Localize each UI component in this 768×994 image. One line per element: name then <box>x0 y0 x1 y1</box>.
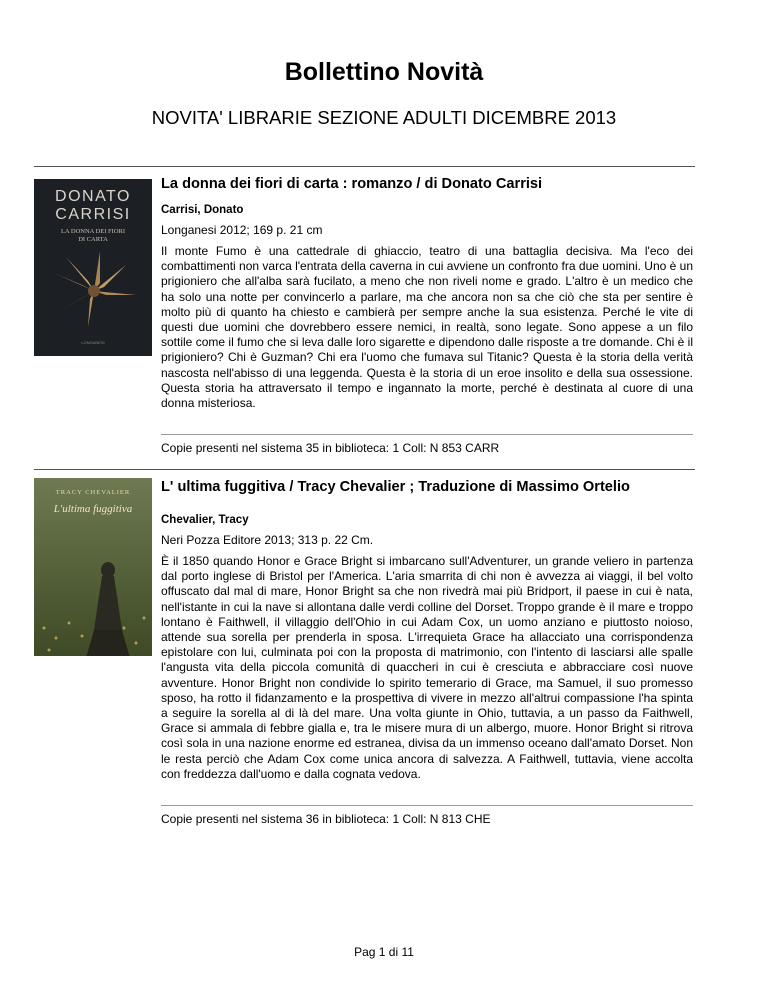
cover-author-line2: CARRISI <box>55 206 131 223</box>
book-entry <box>34 469 697 839</box>
book-author: Chevalier, Tracy <box>161 514 249 526</box>
cover-title-line1: LA DONNA DEI FIORI <box>60 228 126 235</box>
book-publication: Longanesi 2012; 169 p. 21 cm <box>161 223 323 237</box>
cover-author-line1: DONATO <box>55 188 131 205</box>
book-abstract: È il 1850 quando Honor e Grace Bright si imbarcano sull'Adventurer, un grande veliero in partenza dal porto inglese di Bristol per l'America. L'aria smarrita di chi non è avvezza ai viaggi, il bel volto offuscato dal mal di mare, Honor Bright sa che non rivedrà mai più Bridport, il paese in cui è nata, nell'istante in cui la nave si allontana dalle verdi colline del Dorset. Troppo grande è il mare e troppo lontano è Faithwell, il villaggio dell'Ohio in cui Adam Cox, un uomo anziano e piuttosto noioso, attende sua sorella per prenderla in sposa. L'irrequieta Grace ha allacciato una corrispondenza epistolare con lui, culminata poi con la proposta di matrimonio, con l'intento di lasciarsi alle spalle l'angusta vita della piccola comunità di quaccheri in cui è cresciuta e abbracciare così nuove avventure. Honor Bright non condivide lo spirito temerario di Grace, ma Samuel, il suo promesso sposo, ha rotto il fidanzamento e la prospettiva di vivere in mezzo all'altrui compassione l'ha spinta a seguire la sorella al di là del mare. Una volta giunte in Ohio, tuttavia, a un passo da Faithwell, Grace si ammala di febbre gialla e, tra le misere mura di un albergo, muore. Honor Bright si ritrova così sola in una nazione enorme ed estranea, divisa da un immenso oceano dall'amato Dorset. Non le resta perciò che Adam Cox come unica ancora di salvezza. A Faithwell, tuttavia, viene accolta con freddezza dall'uomo e dalla cognata vedova. <box>161 554 693 781</box>
svg-text:LONGANESI: LONGANESI <box>81 340 105 345</box>
cover-title-line2: DI CARTA <box>78 236 108 243</box>
book-entry <box>34 166 697 456</box>
divider <box>34 166 695 167</box>
book-cover-image[interactable] <box>34 478 152 656</box>
divider <box>34 469 695 470</box>
book-copies: Copie presenti nel sistema 35 in biblioteca: 1 Coll: N 853 CARR <box>161 441 500 456</box>
book-copies: Copie presenti nel sistema 36 in biblioteca: 1 Coll: N 813 CHE <box>161 812 491 827</box>
page-number: Pag 1 di 11 <box>354 945 414 959</box>
book-abstract: Il monte Fumo è una cattedrale di ghiaccio, teatro di una battaglia decisiva. Ma l'eco dei combattimenti non varca l'entrata della caverna in cui avviene un confronto fra due uomini. Uno è un prigioniero che all'alba sarà fucilato, a meno che non riveli nome e grado. L'altro è un medico che ha solo una notte per convincerlo a parlare, ma che ancora non sa che ciò che sta per sentire è molto più di quanto ha chiesto e cambierà per sempre anche la sua esistenza. Perché le vite di questi due uomini che dovrebbero essere nemici, in realtà, sono legate. Sono appese a un filo sottile come il fumo che si leva dalle loro sigarette e dipendono dalle risposte a tre domande. Chi è il prigioniero? Chi è Guzman? Chi era l'uomo che fumava sul Titanic? Questa è la storia della verità nascosta nell'abisso di una leggenda. Questa è la storia di un eroe insolito e della sua ossessione. Questa storia ha attraversato il tempo e ingannato la morte, perché è destinata al cuore di una donna misteriosa. <box>161 244 693 411</box>
cover-title: L'ultima fuggitiva <box>53 503 133 515</box>
book-title[interactable]: La donna dei fiori di carta : romanzo / di Donato Carrisi <box>161 176 543 192</box>
divider <box>161 805 693 806</box>
cover-author: TRACY CHEVALIER <box>55 489 131 496</box>
page-subtitle: NOVITA' LIBRARIE SEZIONE ADULTI DICEMBRE 2013 <box>151 107 617 128</box>
book-publication: Neri Pozza Editore 2013; 313 p. 22 Cm. <box>161 533 374 547</box>
book-title[interactable]: L' ultima fuggitiva / Tracy Chevalier ; Traduzione di Massimo Ortelio <box>161 479 630 495</box>
book-cover-image[interactable] <box>34 179 152 356</box>
divider <box>161 434 693 435</box>
book-author: Carrisi, Donato <box>161 204 244 216</box>
page-title: Bollettino Novità <box>284 58 484 86</box>
